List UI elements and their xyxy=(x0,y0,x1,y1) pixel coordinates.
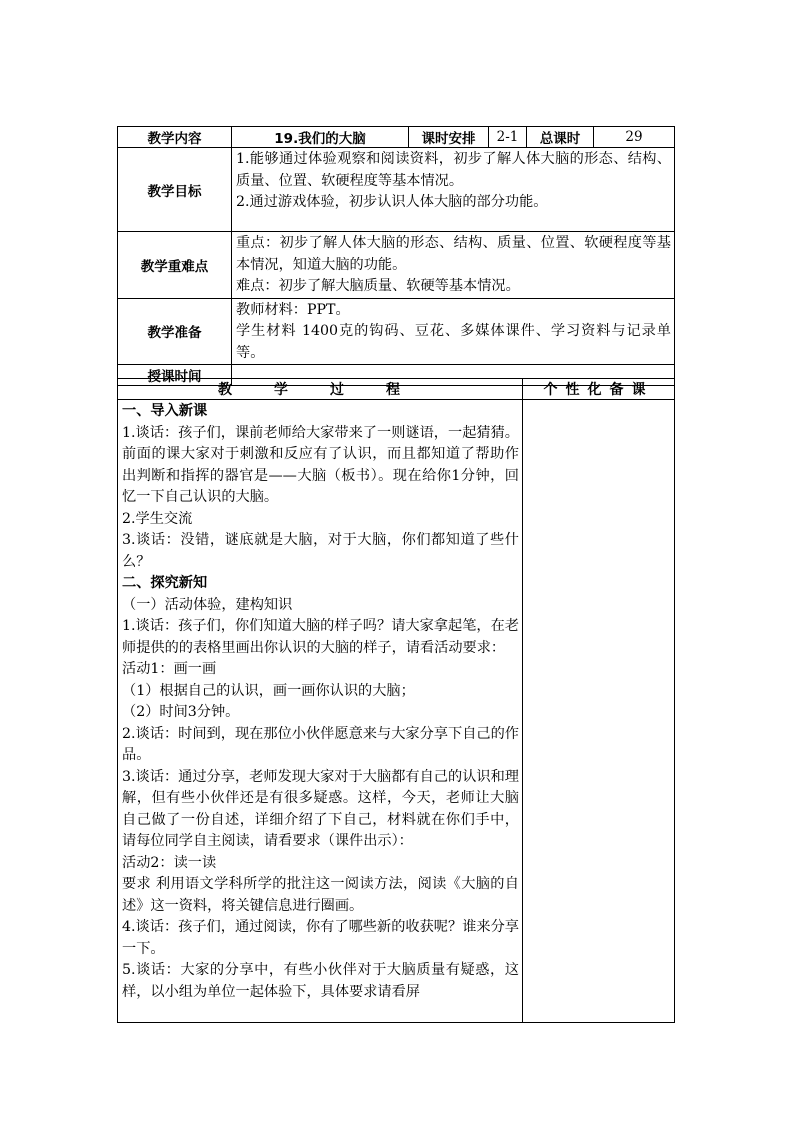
schedule-value: 2-1 xyxy=(489,127,527,148)
process-paragraph: 3.谈话：没错，谜底就是大脑，对于大脑，你们都知道了些什么？ xyxy=(122,532,519,570)
process-paragraph: 2.学生交流 xyxy=(122,510,193,527)
preparation-label: 教学准备 xyxy=(118,298,232,365)
goal-item: 2.通过游戏体验，初步认识人体大脑的部分功能。 xyxy=(236,194,548,210)
process-heading: 教学过程 xyxy=(118,379,523,400)
key-point-item: 难点：初步了解大脑质量、软硬等基本情况。 xyxy=(236,278,520,294)
process-content xyxy=(118,400,523,1023)
process-paragraph: （2）时间3分钟。 xyxy=(122,704,240,720)
preparation-content xyxy=(232,298,675,365)
section-heading: 二、探究新知 xyxy=(122,575,208,591)
key-point-item: 重点：初步了解人体大脑的形态、结构、质量、位置、软硬程度等基本情况，知道大脑的功能。 xyxy=(236,235,671,273)
preparation-item: 学生材料 1400克的钩码、豆花、多媒体课件、学习资料与记录单等。 xyxy=(236,323,671,361)
process-paragraph: （一）活动体验，建构知识 xyxy=(122,596,293,613)
teaching-process-table xyxy=(117,378,675,1023)
process-paragraph: 活动2：读一读 xyxy=(122,854,217,871)
goals-content xyxy=(232,148,675,232)
lesson-info-table xyxy=(117,126,675,386)
process-paragraph: 4.谈话：孩子们，通过阅读，你有了哪些新的收获呢？谁来分享一下。 xyxy=(122,919,519,957)
process-paragraph: 1.谈话：孩子们，你们知道大脑的样子吗？请大家拿起笔，在老师提供的的表格里画出你认识的大脑的样子，请看活动要求： xyxy=(122,618,519,656)
process-paragraph: 2.谈话：时间到，现在那位小伙伴愿意来与大家分享下自己的作品。 xyxy=(122,725,519,763)
process-paragraph: 1.谈话：孩子们，课前老师给大家带来了一则谜语，一起猜猜。前面的课大家对于刺激和反应有了认识，而且都知道了帮助作出判断和指挥的器官是——大脑（板书）。现在给你1分钟，回忆一下自己认识的大脑。 xyxy=(122,424,519,505)
goal-item: 1.能够通过体验观察和阅读资料，初步了解人体大脑的形态、结构、质量、位置、软硬程度等基本情况。 xyxy=(236,151,671,189)
key-points-content xyxy=(232,232,675,299)
time-label: 授课时间 xyxy=(118,365,232,386)
total-hours-label: 总课时 xyxy=(527,127,594,148)
section-heading: 一、导入新课 xyxy=(122,403,208,419)
process-paragraph: 要求 利用语文学科所学的批注这一阅读方法，阅读《大脑的自述》这一资料，将关键信息进行圈画。 xyxy=(122,876,519,914)
total-hours-value: 29 xyxy=(594,127,675,148)
schedule-label: 课时安排 xyxy=(409,127,489,148)
goals-label: 教学目标 xyxy=(118,148,232,232)
process-paragraph: 5.谈话：大家的分享中，有些小伙伴对于大脑质量有疑惑，这样，以小组为单位一起体验下，具体要求请看屏 xyxy=(122,962,519,1000)
process-paragraph: （1）根据自己的认识，画一画你认识的大脑； xyxy=(122,682,415,699)
process-paragraph: 活动1：画一画 xyxy=(122,661,217,677)
personalized-notes-area xyxy=(523,400,675,1023)
key-points-label: 教学重难点 xyxy=(118,232,232,299)
preparation-item: 教师材料：PPT。 xyxy=(236,301,350,318)
content-label: 教学内容 xyxy=(118,127,232,148)
process-paragraph: 3.谈话：通过分享，老师发现大家对于大脑都有自己的认识和理解，但有些小伙伴还是有很多疑惑。这样，今天，老师让大脑自己做了一份自述，详细介绍了下自己，材料就在你们手中，请每位同学自主阅读，请看要求（课件出示）： xyxy=(122,768,519,849)
content-value: 19.我们的大脑 xyxy=(232,127,409,148)
personalized-notes-heading: 个性化备课 xyxy=(523,379,675,400)
